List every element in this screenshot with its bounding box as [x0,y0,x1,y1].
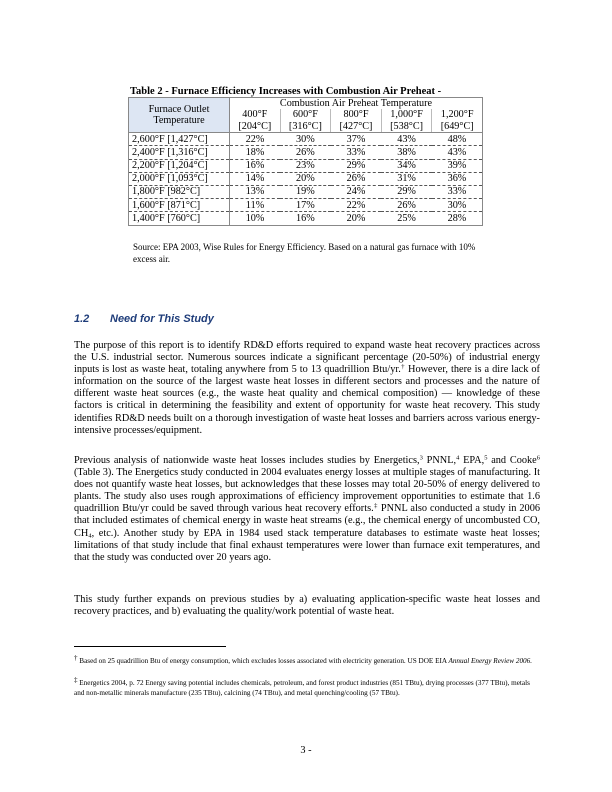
footnote-text: Energetics 2004, p. 72 Energy saving potential includes chemicals, petroleum, and forest product industries (851 TBtu), drying processes (377 TBtu), metals and non-metallic minerals manufacture (235 TBtu), calcining (74 TBtu), and metal quenching/cooling (57 TBtu). [74,679,530,698]
table-body [129,133,483,225]
endnote-ref: 3 [419,454,423,462]
column-header-fahrenheit: 600°F [292,109,318,121]
paragraph-text: and Cooke [487,455,537,466]
column-header-fahrenheit: 400°F [242,109,268,121]
table-cell: 33% [331,146,382,159]
endnote-ref: 4 [456,454,460,462]
table-cell: 39% [432,159,483,172]
table-cell: 43% [381,133,432,146]
footnote-dagger [74,656,540,666]
table-row [129,212,483,225]
table-cell: 43% [432,146,483,159]
column-header-celsius: [316°C] [288,120,322,132]
column-header-celsius: [427°C] [339,120,373,132]
table-cell: 36% [432,172,483,185]
column-header-celsius: [204°C] [238,120,272,132]
column-header [381,109,432,132]
table-cell: 48% [432,133,483,146]
table-cell: 37% [331,133,382,146]
table-cell: 11% [230,199,281,212]
paragraph-previous-analysis [74,455,540,564]
table-row [129,199,483,212]
table-row [129,146,483,159]
table-cell: 30% [280,133,331,146]
table-row [129,172,483,185]
footnote-double-dagger [74,678,540,698]
table-cell: 14% [230,172,281,185]
column-header [230,109,281,132]
furnace-efficiency-table [128,97,483,226]
footnote-divider [74,646,226,647]
outlet-temperature-header: Furnace Outlet Temperature [129,98,230,133]
column-header-celsius: [649°C] [440,120,474,132]
table-cell: 26% [280,146,331,159]
row-label: 1,400°F [760°C] [129,212,230,225]
table-cell: 10% [230,212,281,225]
paragraph-text: EPA, [459,455,485,466]
table-cell: 34% [381,159,432,172]
table-cell: 20% [280,172,331,185]
footnote-text: Based on 25 quadrillion Btu of energy consumption, which excludes losses associated with electricity generation. US DOE EIA [77,657,449,665]
table-cell: 30% [432,199,483,212]
endnote-ref: 5 [484,454,488,462]
table-cell: 22% [331,199,382,212]
footnote-mark: ‡ [74,676,78,684]
paragraph-text: However, there is a dire lack of information on the source of the largest waste heat losses in different sectors and processes and the nature of different waste heat sources (e.g., the waste heat quality and chemical composition) — knowledge of these factors is critical in determining the feasibility and extent of opportunity for waste heat recovery. This study identifies RD&D needs built on a thorough investigation of waste heat losses and barriers across various energy-intensive processes/equipment. [74,364,540,436]
table-caption: Table 2 - Furnace Efficiency Increases with Combustion Air Preheat - [130,86,442,97]
column-header-celsius: [538°C] [390,120,424,132]
footnote-citation: Annual Energy Review 2006. [448,657,533,665]
table-cell: 16% [280,212,331,225]
section-heading [74,313,214,325]
footnote-marker: † [400,363,405,371]
footnote-marker: ‡ [373,502,378,510]
preheat-group-header: Combustion Air Preheat Temperature [230,98,483,110]
column-header-fahrenheit: 1,000°F [390,109,423,121]
row-label: 1,800°F [982°C] [129,185,230,198]
row-label: 2,200°F [1,204°C] [129,159,230,172]
table-cell: 20% [331,212,382,225]
table-cell: 33% [432,185,483,198]
table-row [129,185,483,198]
table-cell: 26% [331,172,382,185]
table-cell: 16% [230,159,281,172]
table-source-note: Source: EPA 2003, Wise Rules for Energy Efficiency. Based on a natural gas furnace with 10% excess air. [133,242,476,264]
footnote-mark: † [74,654,78,662]
section-number: 1.2 [74,313,90,325]
column-header [432,109,483,132]
paragraph-text: Previous analysis of nationwide waste heat losses includes studies by Energetics, [74,455,420,466]
subscript: 4 [88,532,92,540]
table-cell: 29% [331,159,382,172]
paragraph-text: PNNL, [422,455,457,466]
table-cell: 23% [280,159,331,172]
paragraph-purpose [74,340,540,437]
table-row [129,159,483,172]
table-cell: 28% [432,212,483,225]
table-cell: 25% [381,212,432,225]
row-label: 1,600°F [871°C] [129,199,230,212]
paragraph-text: PNNL also conducted a study in 2006 that included estimates of chemical energy in waste heat streams (e.g., the chemical energy of uncombusted CO, CH [74,503,541,539]
paragraph-text: , etc.). Another study by EPA in 1984 used stack temperature databases to estimate waste heat losses; limitations of that study include that final exhaust temperatures were lower than furnace exit temperatures, and that the study was conducted over 20 years ago. [74,527,540,563]
table-cell: 19% [280,185,331,198]
table-cell: 18% [230,146,281,159]
table-cell: 31% [381,172,432,185]
column-header [331,109,382,132]
column-header-fahrenheit: 800°F [343,109,369,121]
section-title: Need for This Study [110,313,214,325]
paragraph-text: The purpose of this report is to identify RD&D efforts required to expand waste heat recovery practices across the U.S. industrial sector. Numerous sources indicate a significant percentage (20-50%) of industrial energy inputs is lost as waste heat, totaling anywhere from 5 to 13 quadrillion Btu/yr. [74,340,540,376]
row-label: 2,600°F [1,427°C] [129,133,230,146]
table-cell: 17% [280,199,331,212]
table-cell: 38% [381,146,432,159]
table-cell: 29% [381,185,432,198]
column-header-fahrenheit: 1,200°F [440,109,474,121]
row-label: 2,000°F [1,093°C] [129,172,230,185]
table-cell: 13% [230,185,281,198]
paragraph-expands: This study further expands on previous studies by a) evaluating application-specific waste heat losses and recovery practices, and b) evaluating the quality/work potential of waste heat. [74,594,540,618]
page-number: 3 - [300,745,312,756]
table-row [129,133,483,146]
table-cell: 22% [230,133,281,146]
table-cell: 26% [381,199,432,212]
paragraph-text: (Table 3). The Energetics study conducted in 2004 evaluates energy losses at multiple stages of manufacturing. It does not quantify waste heat losses, but acknowledges that these losses may total 20-50% of energy delivered to plants. The study also uses rough approximations of efficiency improvement opportunities to estimate that 1.6 quadrillion Btu/yr could be saved through various heat recovery efforts. [74,467,540,515]
table-cell: 24% [331,185,382,198]
row-label: 2,400°F [1,316°C] [129,146,230,159]
column-header [280,109,331,132]
endnote-ref: 6 [536,454,540,462]
